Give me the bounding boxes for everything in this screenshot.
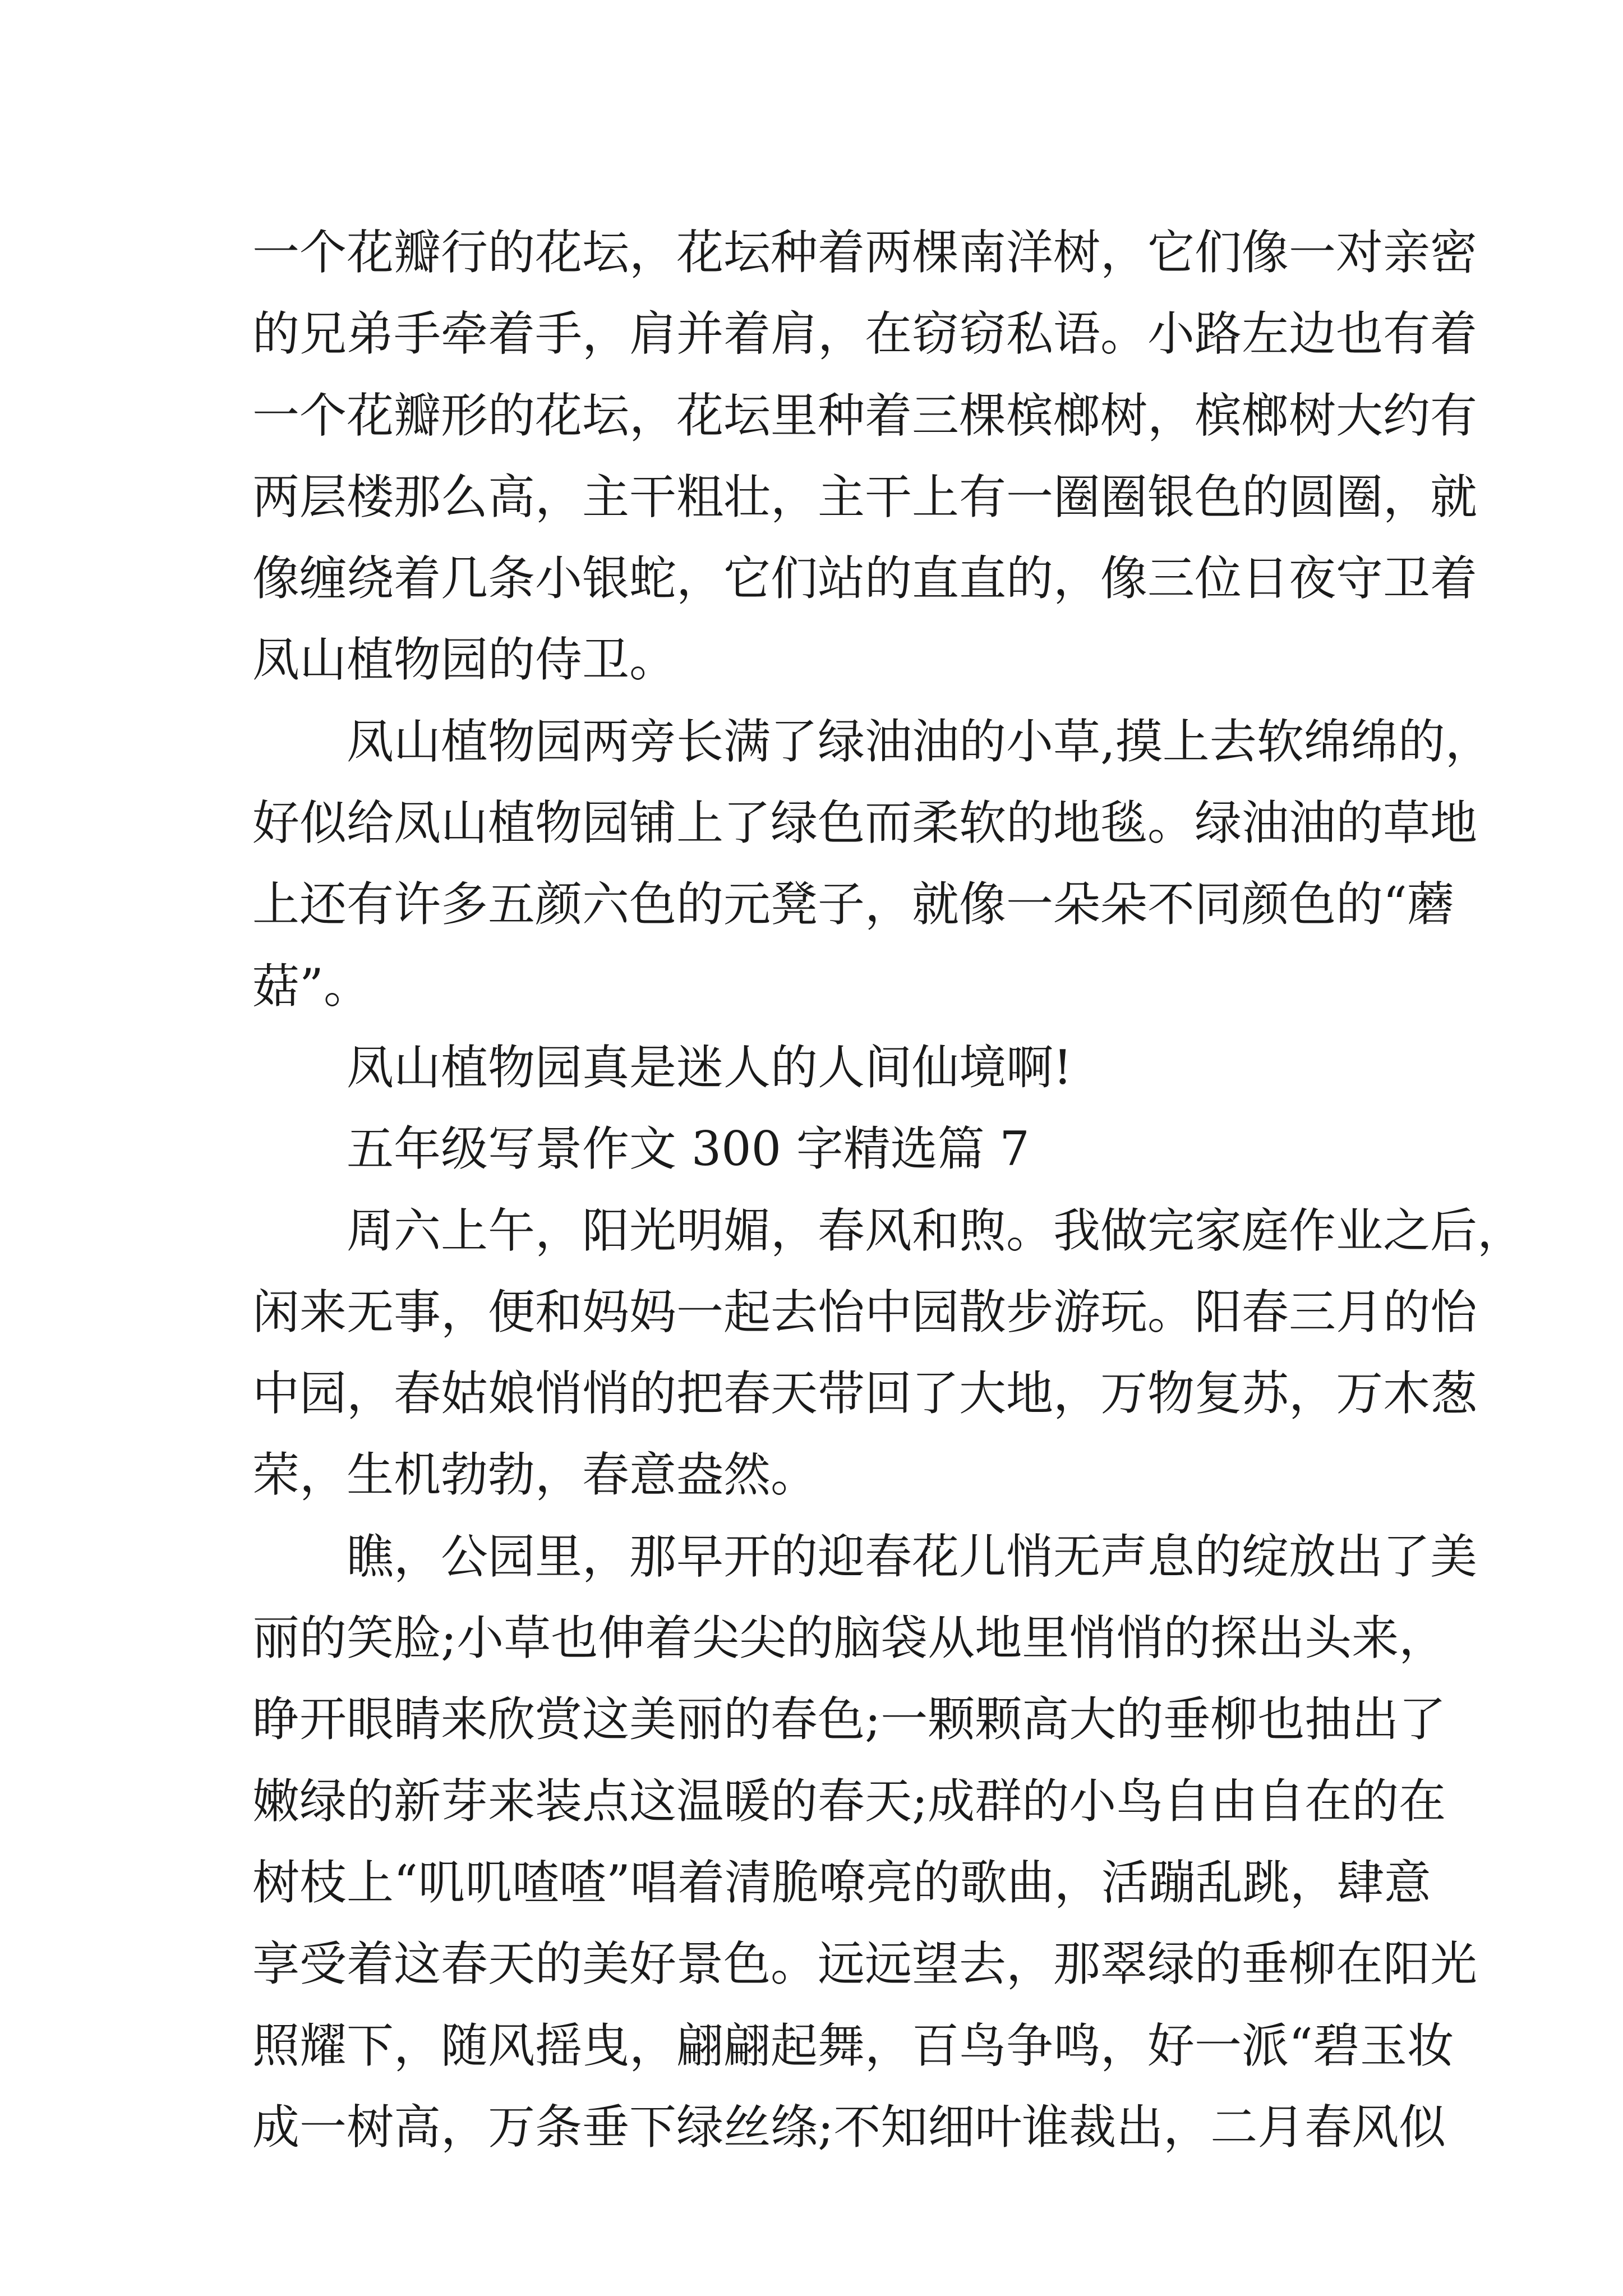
text-line: 凤山植物园真是迷人的人间仙境啊!	[347, 1039, 1072, 1095]
text-line: 享受着这春天的美好景色。远远望去，那翠绿的垂柳在阳光	[252, 1936, 1478, 1992]
text-line: 一个花瓣形的花坛，花坛里种着三棵槟榔树，槟榔树大约有	[252, 388, 1478, 443]
text-line: 两层楼那么高，主干粗壮，主干上有一圈圈银色的圆圈，就	[252, 469, 1478, 524]
document-body	[252, 212, 1525, 2168]
text-line: 好似给凤山植物园铺上了绿色而柔软的地毯。绿油油的草地	[252, 795, 1478, 851]
text-line: 睁开眼睛来欣赏这美丽的春色;一颗颗高大的垂柳也抽出了	[252, 1692, 1446, 1747]
text-line: 闲来无事，便和妈妈一起去怡中园散步游玩。阳春三月的怡	[252, 1284, 1478, 1340]
paragraph-saturday	[252, 1190, 1525, 1516]
text-line: 菇”。	[252, 958, 371, 1014]
section-heading	[252, 1108, 1384, 1190]
paragraph-grass	[252, 701, 1492, 1027]
text-line: 凤山植物园的侍卫。	[252, 632, 677, 688]
text-line: 凤山植物园两旁长满了绿油油的小草,摸上去软绵绵的，	[347, 714, 1492, 769]
text-line: 像缠绕着几条小银蛇，它们站的直直的，像三位日夜守卫着	[252, 551, 1478, 606]
text-line: 照耀下，随风摇曳，翩翩起舞，百鸟争鸣，好一派“碧玉妆	[252, 2018, 1454, 2073]
paragraph-park	[252, 1516, 1478, 2168]
text-line: 嫩绿的新芽来装点这温暖的春天;成群的小鸟自由自在的在	[252, 1773, 1446, 1829]
heading-line: 五年级写景作文 300 字精选篇 7	[347, 1121, 1030, 1177]
paragraph-conclusion	[252, 1027, 1384, 1108]
text-line: 树枝上“叽叽喳喳”唱着清脆嘹亮的歌曲，活蹦乱跳，肆意	[252, 1855, 1431, 1910]
text-line: 瞧，公园里，那早开的迎春花儿悄无声息的绽放出了美	[347, 1529, 1478, 1584]
paragraph-garden-trees	[252, 212, 1478, 701]
text-line: 中园，春姑娘悄悄的把春天带回了大地，万物复苏，万木葱	[252, 1366, 1478, 1421]
text-line: 丽的笑脸;小草也伸着尖尖的脑袋从地里悄悄的探出头来，	[252, 1611, 1446, 1666]
text-line: 荣，生机勃勃，春意盎然。	[252, 1447, 818, 1503]
text-line: 成一树高，万条垂下绿丝绦;不知细叶谁裁出，二月春风似	[252, 2099, 1446, 2155]
text-line: 周六上午，阳光明媚，春风和煦。我做完家庭作业之后，	[347, 1203, 1525, 1258]
text-line: 的兄弟手牵着手，肩并着肩，在窃窃私语。小路左边也有着	[252, 306, 1478, 362]
text-line: 上还有许多五颜六色的元凳子，就像一朵朵不同颜色的“蘑	[252, 877, 1454, 932]
text-line: 一个花瓣行的花坛，花坛种着两棵南洋树，它们像一对亲密	[252, 225, 1478, 280]
